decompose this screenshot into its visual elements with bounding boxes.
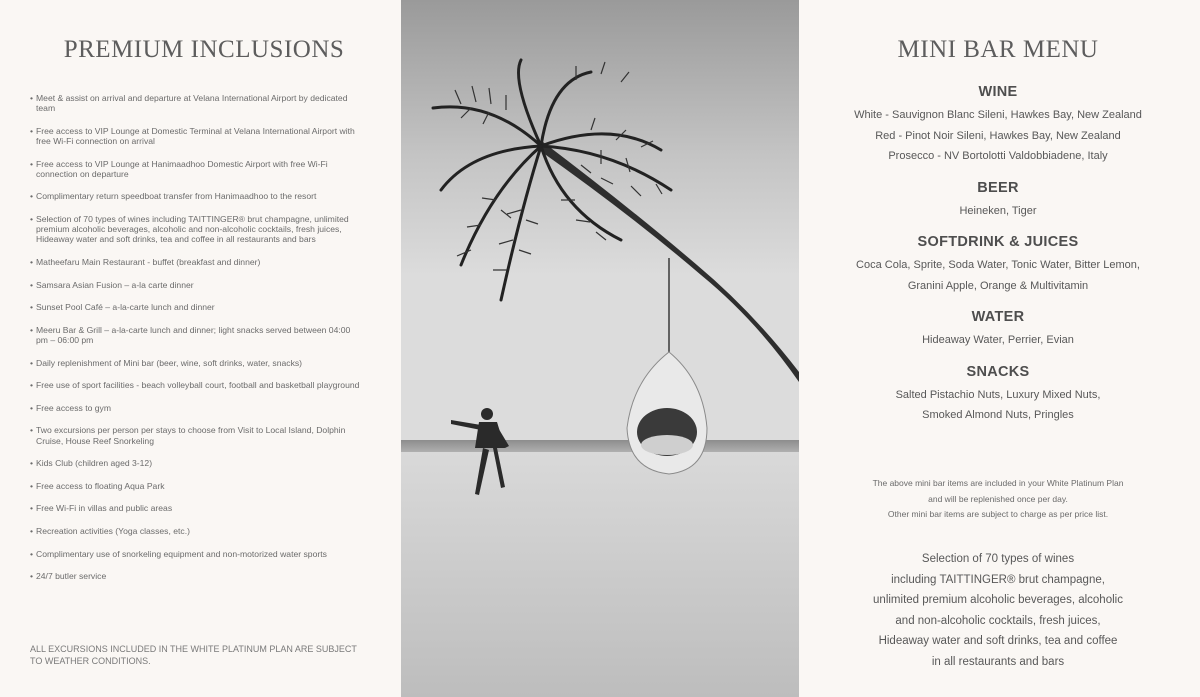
note-line: The above mini bar items are included in your White Platinum Plan: [872, 478, 1124, 488]
menu-line: Granini Apple, Orange & Multivitamin: [907, 279, 1089, 292]
list-item: • Daily replenishment of Mini bar (beer, wine, soft drinks, water, snacks): [30, 358, 362, 368]
mini-bar-sections: [799, 84, 1197, 439]
mini-bar-menu-title: MINI BAR MENU: [897, 36, 1099, 63]
note-line: Other mini bar items are subject to charge as per price list.: [887, 509, 1109, 519]
wine-section: [799, 84, 1197, 167]
water-section: [799, 309, 1197, 351]
list-item: • Meet & assist on arrival and departure at Velana International Airport by dedicated team: [30, 93, 362, 113]
list-item: • Complimentary return speedboat transfer from Hanimaadhoo to the resort: [30, 191, 362, 201]
premium-inclusions-title: PREMIUM INCLUSIONS: [63, 36, 345, 63]
menu-line: White - Sauvignon Blanc Sileni, Hawkes Bay, New Zealand: [854, 109, 1142, 121]
list-item: • Recreation activities (Yoga classes, etc.): [30, 526, 362, 536]
menu-line: Hideaway Water, Perrier, Evian: [922, 334, 1074, 346]
list-item: • Free access to gym: [30, 403, 362, 413]
list-item: • Free use of sport facilities - beach volleyball court, football and basketball playground: [30, 380, 362, 390]
mini-bar-note: [799, 476, 1197, 523]
list-item: • Free access to VIP Lounge at Hanimaadhoo Domestic Airport with free Wi-Fi connection on departure: [30, 159, 362, 179]
note-line: and will be replenished once per day.: [928, 493, 1068, 504]
section-title: WINE: [978, 84, 1018, 100]
inclusions-list: [30, 93, 362, 594]
selection-line: in all restaurants and bars: [931, 655, 1065, 668]
wine-selection-text: [799, 549, 1197, 673]
list-item: • Free access to VIP Lounge at Domestic Terminal at Velana International Airport with free Wi-Fi connection on arrival: [30, 126, 362, 146]
beach-photo: [401, 0, 799, 697]
selection-line: unlimited premium alcoholic beverages, alcoholic: [873, 594, 1123, 607]
list-item: • 24/7 butler service: [30, 571, 362, 581]
menu-line: Prosecco - NV Bortolotti Valdobbiadene, Italy: [888, 150, 1108, 162]
selection-line: Selection of 70 types of wines: [921, 553, 1075, 565]
weather-footnote: ALL EXCURSIONS INCLUDED IN THE WHITE PLATINUM PLAN ARE SUBJECT TO WEATHER CONDITIONS.: [30, 644, 357, 666]
list-item: • Meeru Bar & Grill – a-la-carte lunch and dinner; light snacks served between 04:00 pm – 06:00 pm: [30, 325, 362, 345]
mini-bar-menu-panel: [799, 0, 1200, 697]
list-item: • Samsara Asian Fusion – a-la carte dinner: [30, 280, 362, 290]
beach-palm-swing-photo-icon: [401, 0, 799, 697]
premium-inclusions-panel: [0, 0, 401, 697]
selection-line: including TAITTINGER® brut champagne,: [891, 573, 1105, 586]
menu-line: Salted Pistachio Nuts, Luxury Mixed Nuts,: [895, 388, 1101, 401]
list-item: • Two excursions per person per stays to choose from Visit to Local Island, Dolphin Cruise, House Reef Snorkeling: [30, 425, 362, 445]
menu-line: Smoked Almond Nuts, Pringles: [922, 409, 1074, 421]
list-item: • Free Wi-Fi in villas and public areas: [30, 503, 362, 513]
list-item: • Sunset Pool Café – a-la-carte lunch and dinner: [30, 302, 362, 312]
beer-section: [799, 180, 1197, 222]
snacks-section: [799, 364, 1197, 426]
selection-line: and non-alcoholic cocktails, fresh juices,: [895, 614, 1101, 627]
menu-line: Coca Cola, Sprite, Soda Water, Tonic Water, Bitter Lemon,: [856, 259, 1140, 271]
section-title: WATER: [971, 309, 1025, 325]
section-title: SNACKS: [966, 363, 1030, 380]
menu-line: Heineken, Tiger: [959, 204, 1037, 217]
selection-line: Hideaway water and soft drinks, tea and coffee: [878, 635, 1118, 648]
section-title: SOFTDRINK & JUICES: [917, 234, 1079, 250]
list-item: • Selection of 70 types of wines including TAITTINGER® brut champagne, unlimited premium alcoholic beverages, alcoholic and non-alcoholic cocktails, fresh juices, Hideaway water and soft drinks, tea and coffee in all restaurants and bars: [30, 214, 362, 245]
list-item: • Complimentary use of snorkeling equipment and non-motorized water sports: [30, 549, 362, 559]
list-item: • Kids Club (children aged 3-12): [30, 458, 362, 468]
section-title: BEER: [977, 179, 1019, 196]
list-item: • Matheefaru Main Restaurant - buffet (breakfast and dinner): [30, 257, 362, 267]
softdrink-section: [799, 234, 1197, 296]
menu-line: Red - Pinot Noir Sileni, Hawkes Bay, New Zealand: [875, 129, 1121, 142]
list-item: • Free access to floating Aqua Park: [30, 481, 362, 491]
